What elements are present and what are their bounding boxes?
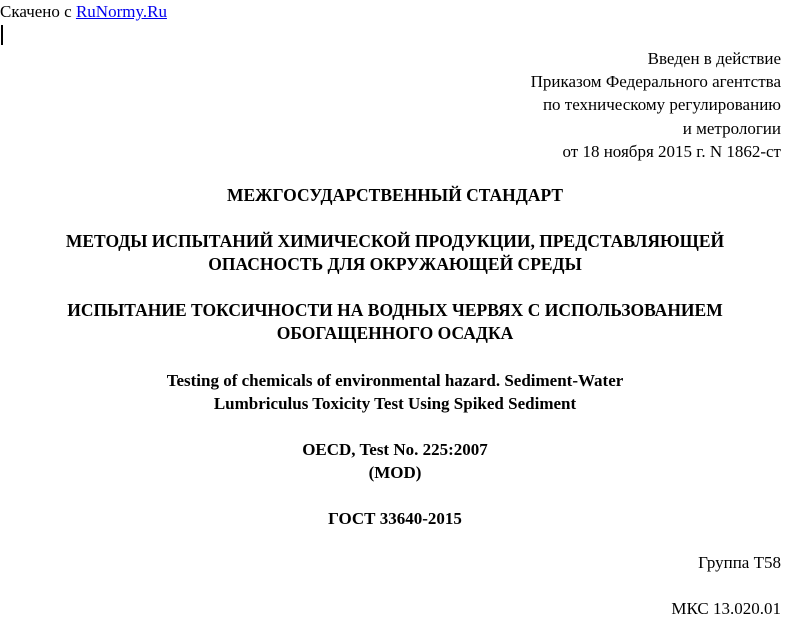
oecd-reference: OECD, Test No. 225:2007 — [302, 440, 488, 459]
title-ru-line-1: МЕТОДЫ ИСПЫТАНИЙ ХИМИЧЕСКОЙ ПРОДУКЦИИ, ПРЕДСТАВЛЯЮЩЕЙ — [65, 231, 725, 251]
enactment-line-5: от 18 ноября 2015 г. N 1862-ст — [562, 141, 781, 161]
gost-number: ГОСТ 33640-2015 — [328, 509, 462, 528]
mks-label: МКС 13.020.01 — [671, 599, 781, 618]
enactment-line-2: Приказом Федерального агентства — [530, 72, 781, 92]
standard-type: МЕЖГОСУДАРСТВЕННЫЙ СТАНДАРТ — [226, 185, 564, 205]
enactment-line-1: Введен в действие — [647, 49, 781, 68]
subtitle-ru-line-2: ОБОГАЩЕННОГО ОСАДКА — [276, 323, 514, 343]
enactment-line-3: по техническому регулированию — [542, 95, 781, 115]
source-line — [0, 2, 167, 22]
title-en-line-2: Lumbriculus Toxicity Test Using Spiked Sediment — [213, 394, 577, 413]
subtitle-ru-line-1: ИСПЫТАНИЕ ТОКСИЧНОСТИ НА ВОДНЫХ ЧЕРВЯХ С ИСПОЛЬЗОВАНИЕМ — [67, 300, 723, 320]
title-en-line-1: Testing of chemicals of environmental hazard. Sediment-Water — [166, 371, 624, 390]
runormy-link[interactable]: RuNormy.Ru — [75, 2, 167, 21]
source-prefix: Скачено с — [0, 2, 76, 21]
group-label: Группа Т58 — [698, 553, 781, 572]
text-cursor — [1, 25, 3, 45]
modification-label: (MOD) — [368, 463, 422, 482]
enactment-line-4: и метрологии — [682, 118, 781, 138]
title-ru-line-2: ОПАСНОСТЬ ДЛЯ ОКРУЖАЮЩЕЙ СРЕДЫ — [208, 254, 582, 274]
enactment-block — [531, 47, 781, 163]
